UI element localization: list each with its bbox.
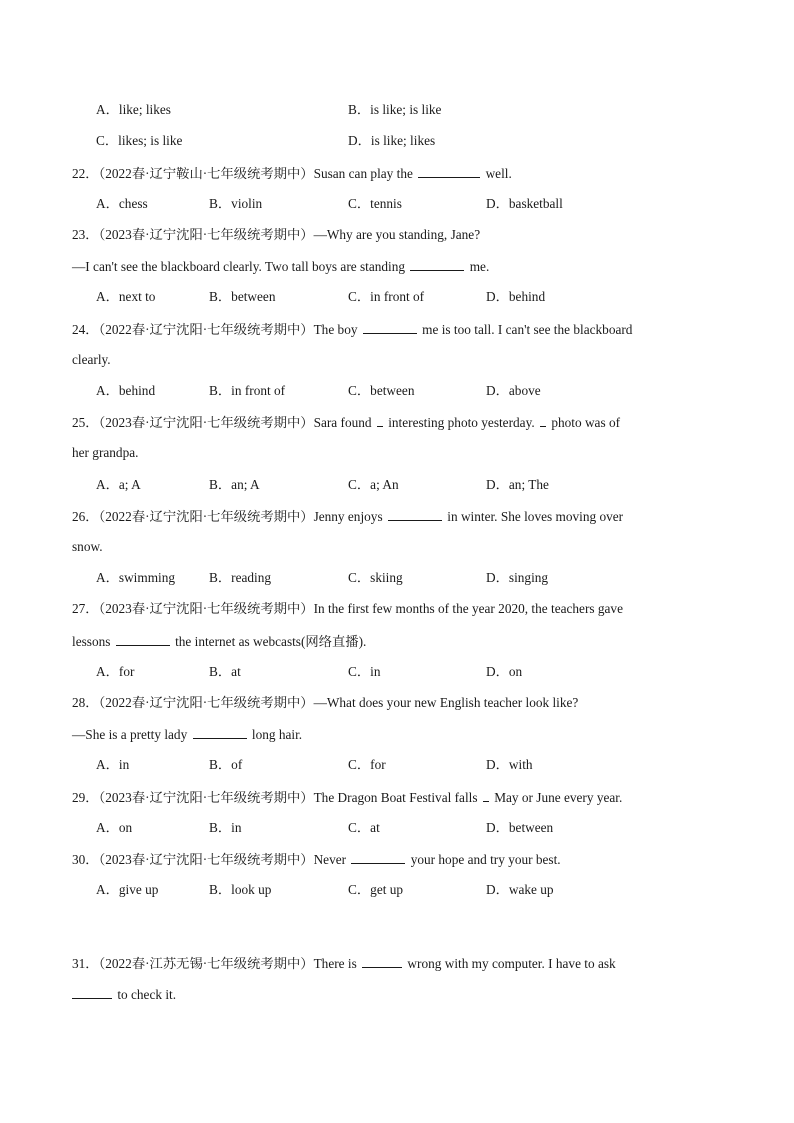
option-d: D．above — [486, 383, 541, 398]
answer-blank — [363, 321, 417, 334]
answer-blank — [116, 633, 170, 646]
question-text: Sara found — [313, 415, 372, 430]
option-a: A．swimming — [96, 570, 176, 585]
question-text: —Why are you standing, Jane? — [313, 227, 481, 242]
answer-blank — [377, 414, 383, 427]
question-text: There is — [313, 956, 357, 971]
option-b: B．at — [209, 664, 241, 679]
question-number: 30． — [72, 852, 99, 867]
question-source: （2022春·辽宁鞍山·七年级统考期中） — [98, 166, 314, 181]
option-b: B．is like; is like — [348, 102, 442, 117]
option-c: C．a; An — [348, 477, 399, 492]
option-a: A．in — [96, 757, 130, 772]
question-source: （2023春·辽宁沈阳·七年级统考期中） — [98, 601, 314, 616]
question-text: photo was of — [551, 415, 621, 430]
option-a: A．a; A — [96, 477, 141, 492]
question-text: —She is a pretty lady — [72, 727, 188, 742]
question-number: 28． — [72, 695, 99, 710]
option-a: A．like; likes — [96, 102, 171, 117]
question-24 — [72, 321, 712, 338]
option-d: D．between — [486, 820, 554, 835]
question-31 — [72, 955, 712, 972]
question-text: The Dragon Boat Festival falls — [313, 790, 478, 805]
answer-blank — [483, 789, 489, 802]
question-text: me is too tall. I can't see the blackboard — [422, 322, 633, 337]
option-c: C．between — [348, 383, 415, 398]
question-text: well. — [485, 166, 512, 181]
option-b: B．between — [209, 289, 276, 304]
question-27-line2 — [72, 633, 712, 650]
option-d: D．behind — [486, 289, 546, 304]
answer-blank — [351, 851, 405, 864]
option-c: C．tennis — [348, 196, 402, 211]
question-text: clearly. — [72, 352, 111, 367]
question-number: 27． — [72, 601, 99, 616]
question-27 — [72, 601, 712, 617]
option-a: A．chess — [96, 196, 148, 211]
option-b: B．violin — [209, 196, 263, 211]
answer-blank — [72, 986, 112, 999]
question-30 — [72, 851, 712, 868]
option-c: C．at — [348, 820, 380, 835]
option-b: B．reading — [209, 570, 272, 585]
question-number: 23． — [72, 227, 99, 242]
question-text: the internet as webcasts(网络直播). — [175, 634, 367, 649]
option-c: C．likes; is like — [96, 133, 183, 148]
option-c: C．get up — [348, 882, 404, 897]
option-d: D．an; The — [486, 477, 549, 492]
option-b: B．in front of — [209, 383, 286, 398]
answer-blank — [410, 258, 464, 271]
question-26 — [72, 508, 712, 525]
question-text: your hope and try your best. — [410, 852, 561, 867]
question-source: （2022春·辽宁沈阳·七年级统考期中） — [98, 695, 314, 710]
option-d: D．with — [486, 757, 533, 772]
question-number: 22． — [72, 166, 99, 181]
option-d: D．on — [486, 664, 523, 679]
question-text: May or June every year. — [494, 790, 623, 805]
question-text: Jenny enjoys — [313, 509, 383, 524]
question-text: snow. — [72, 539, 103, 554]
question-24-line2 — [72, 352, 712, 368]
option-c: C．in front of — [348, 289, 425, 304]
question-text: interesting photo yesterday. — [388, 415, 535, 430]
question-source: （2023春·辽宁沈阳·七年级统考期中） — [98, 415, 314, 430]
option-a: A．for — [96, 664, 135, 679]
option-b: B．in — [209, 820, 242, 835]
option-c: C．skiing — [348, 570, 403, 585]
option-c: C．for — [348, 757, 386, 772]
question-text: The boy — [313, 322, 358, 337]
answer-blank — [540, 414, 546, 427]
question-31-line2 — [72, 986, 712, 1003]
option-a: A．behind — [96, 383, 156, 398]
question-source: （2022春·江苏无锡·七年级统考期中） — [98, 956, 314, 971]
option-a: A．give up — [96, 882, 159, 897]
question-28 — [72, 695, 712, 711]
option-a: A．next to — [96, 289, 156, 304]
answer-blank — [362, 955, 402, 968]
option-c: C．in — [348, 664, 381, 679]
question-source: （2023春·辽宁沈阳·七年级统考期中） — [98, 852, 314, 867]
answer-blank — [418, 165, 480, 178]
question-number: 24． — [72, 322, 99, 337]
question-22 — [72, 165, 712, 182]
question-text: lessons — [72, 634, 111, 649]
question-text: in winter. She loves moving over — [447, 509, 624, 524]
question-source: （2022春·辽宁沈阳·七年级统考期中） — [98, 509, 314, 524]
question-number: 26． — [72, 509, 99, 524]
option-d: D．wake up — [486, 882, 554, 897]
question-source: （2023春·辽宁沈阳·七年级统考期中） — [98, 227, 314, 242]
question-text: —What does your new English teacher look like? — [313, 695, 579, 710]
question-text: In the first few months of the year 2020, the teachers gave — [313, 601, 623, 616]
option-b: B．look up — [209, 882, 272, 897]
option-b: B．of — [209, 757, 243, 772]
option-b: B．an; A — [209, 477, 260, 492]
option-d: D．singing — [486, 570, 549, 585]
question-text: wrong with my computer. I have to ask — [407, 956, 616, 971]
option-d: D．is like; likes — [348, 133, 436, 148]
option-d: D．basketball — [486, 196, 563, 211]
question-25-line2 — [72, 445, 712, 461]
question-23-line2 — [72, 258, 712, 275]
question-number: 25． — [72, 415, 99, 430]
question-text: to check it. — [117, 987, 177, 1002]
question-23 — [72, 227, 712, 243]
question-number: 29． — [72, 790, 99, 805]
question-25 — [72, 414, 712, 431]
answer-blank — [193, 726, 247, 739]
answer-blank — [388, 508, 442, 521]
question-number: 31． — [72, 956, 99, 971]
question-text: Susan can play the — [313, 166, 413, 181]
question-29 — [72, 789, 712, 806]
question-source: （2022春·辽宁沈阳·七年级统考期中） — [98, 322, 314, 337]
question-text: her grandpa. — [72, 445, 139, 460]
question-text: Never — [313, 852, 347, 867]
question-text: me. — [469, 259, 490, 274]
option-a: A．on — [96, 820, 133, 835]
question-26-line2 — [72, 539, 712, 555]
question-28-line2 — [72, 726, 712, 743]
question-source: （2023春·辽宁沈阳·七年级统考期中） — [98, 790, 314, 805]
question-text: long hair. — [251, 727, 303, 742]
question-text: —I can't see the blackboard clearly. Two tall boys are standing — [72, 259, 406, 274]
